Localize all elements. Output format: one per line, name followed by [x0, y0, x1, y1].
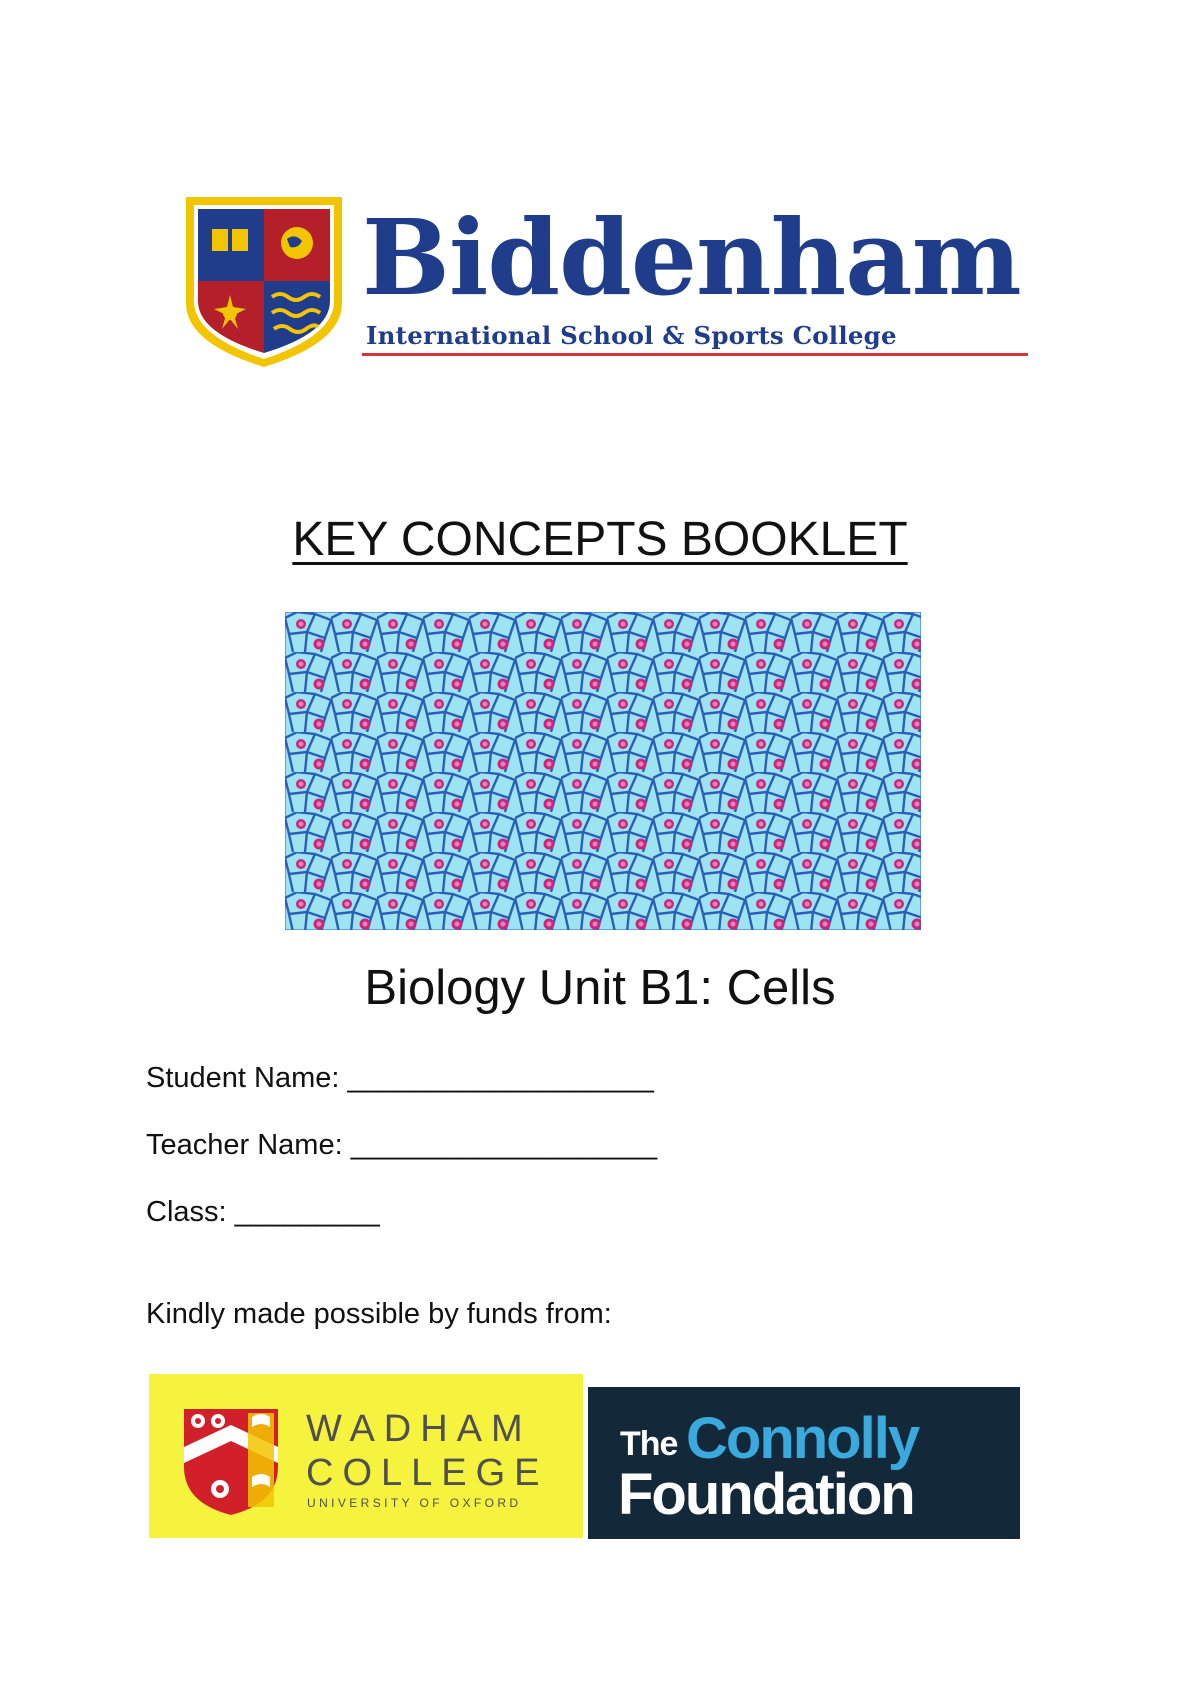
- booklet-title: [0, 512, 1200, 567]
- wadham-line2: COLLEGE: [306, 1452, 549, 1494]
- booklet-title-text: KEY CONCEPTS BOOKLET: [292, 513, 908, 566]
- teacher-name-field: Teacher Name: ___________________: [146, 1129, 658, 1161]
- wadham-line1: WADHAM: [306, 1408, 532, 1450]
- connolly-foundation: Foundation: [618, 1462, 914, 1527]
- connolly-the: The: [620, 1425, 678, 1463]
- school-subtitle: International School & Sports College: [366, 321, 897, 350]
- school-name: Biddenham: [362, 196, 1021, 319]
- connolly-name: Connolly: [686, 1406, 919, 1471]
- funds-text: Kindly made possible by funds from:: [146, 1298, 612, 1330]
- cells-micrograph-image: [285, 612, 921, 930]
- wadham-shield-icon: [182, 1407, 280, 1517]
- wadham-college-logo: [149, 1374, 583, 1538]
- unit-title: Biology Unit B1: Cells: [364, 961, 836, 1015]
- subtitle-underline: [362, 353, 1028, 356]
- connolly-foundation-logo: [588, 1387, 1020, 1539]
- school-crest-icon: [182, 193, 346, 371]
- wadham-line3: UNIVERSITY OF OXFORD: [307, 1496, 522, 1510]
- student-name-field: Student Name: ___________________: [146, 1062, 654, 1094]
- school-logo: [182, 193, 1032, 373]
- class-field: Class: _________: [146, 1196, 380, 1228]
